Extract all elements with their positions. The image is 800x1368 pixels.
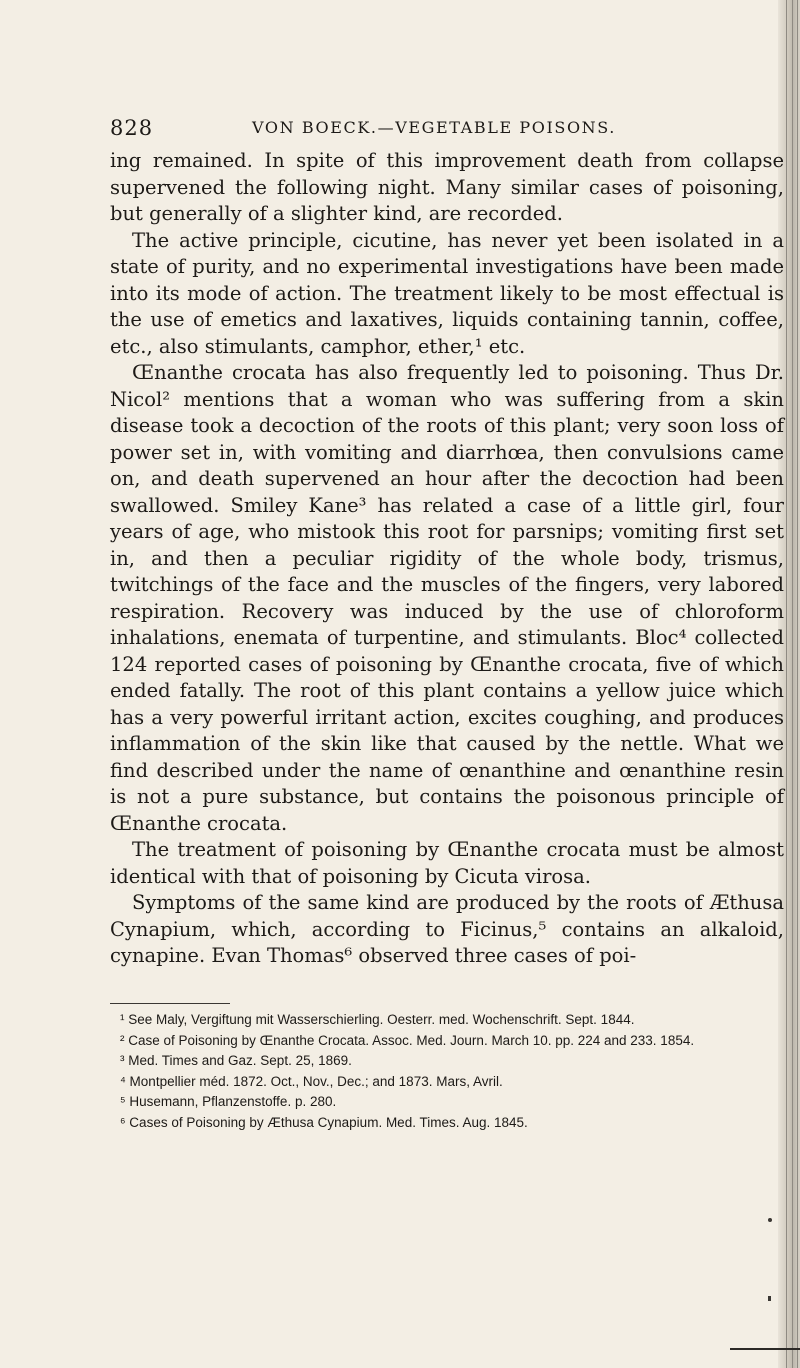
footnote-divider bbox=[110, 1003, 230, 1004]
footnotes bbox=[110, 1010, 784, 1133]
page-header bbox=[110, 116, 790, 142]
footnote: ¹ See Maly, Vergiftung mit Wasserschierling. Oesterr. med. Wochenschrift. Sept. 1844. bbox=[120, 1012, 635, 1027]
body-text bbox=[110, 148, 784, 970]
footnote: ⁵ Husemann, Pflanzenstoffe. p. 280. bbox=[120, 1094, 337, 1109]
page-edge-line bbox=[730, 1348, 800, 1350]
scan-speck bbox=[768, 1218, 772, 1222]
scan-speck bbox=[768, 1296, 771, 1301]
running-head: VON BOECK.—VEGETABLE POISONS. bbox=[252, 118, 616, 137]
footnote: ⁶ Cases of Poisoning by Æthusa Cynapium. Med. Times. Aug. 1845. bbox=[120, 1114, 528, 1130]
paragraph: Œnanthe crocata has also frequently led to poisoning. Thus Dr. Nicol² mentions that a woman who was suffering from a skin disease took a decoction of the roots of this plant; very soon loss of power set in, with vomiting and diarrhœa, then convulsions came on, and death supervened an hour after the decoction had been swallowed. Smiley Kane³ has related a case of a little girl, four years of age, who mistook this root for parsnips; vomiting first set in, and then a peculiar rigidity of the whole body, trismus, twitchings of the face and the muscles of the fingers, very labored respiration. Recovery was induced by the use of chloroform inhalations, enemata of turpentine, and stimulants. Bloc⁴ collected 124 reported cases of poisoning by Œnanthe crocata, five of which ended fatally. The root of this plant contains a yellow juice which has a very powerful irritant action, excites coughing, and produces inflammation of the skin like that caused by the nettle. What we find described under the name of œnanthine and œnanthine resin is not a pure substance, but contains the poisonous principle of Œnanthe crocata. bbox=[110, 361, 784, 835]
footnote: ³ Med. Times and Gaz. Sept. 25, 1869. bbox=[120, 1053, 352, 1068]
page-number: 828 bbox=[110, 116, 154, 140]
paragraph: ing remained. In spite of this improvement death from collapse supervened the following night. Many similar cases of poisoning, but generally of a slighter kind, are recorded. bbox=[110, 149, 784, 225]
paragraph: Symptoms of the same kind are produced by the roots of Æthusa Cynapium, which, according to Ficinus,⁵ contains an alkaloid, cynapine. Evan Thomas⁶ observed three cases of poi- bbox=[110, 891, 784, 967]
paragraph: The active principle, cicutine, has never yet been isolated in a state of purity, and no experimental investigations have been made into its mode of action. The treatment likely to be most effectual is the use of emetics and laxatives, liquids containing tannin, coffee, etc., also stimulants, camphor, ether,¹ etc. bbox=[110, 228, 784, 358]
footnote: ² Case of Poisoning by Œnanthe Crocata. Assoc. Med. Journ. March 10. pp. 224 and 233. 1854. bbox=[120, 1032, 695, 1048]
footnote: ⁴ Montpellier méd. 1872. Oct., Nov., Dec.; and 1873. Mars, Avril. bbox=[120, 1073, 503, 1089]
paragraph: The treatment of poisoning by Œnanthe crocata must be almost identical with that of poisoning by Cicuta virosa. bbox=[110, 838, 784, 888]
